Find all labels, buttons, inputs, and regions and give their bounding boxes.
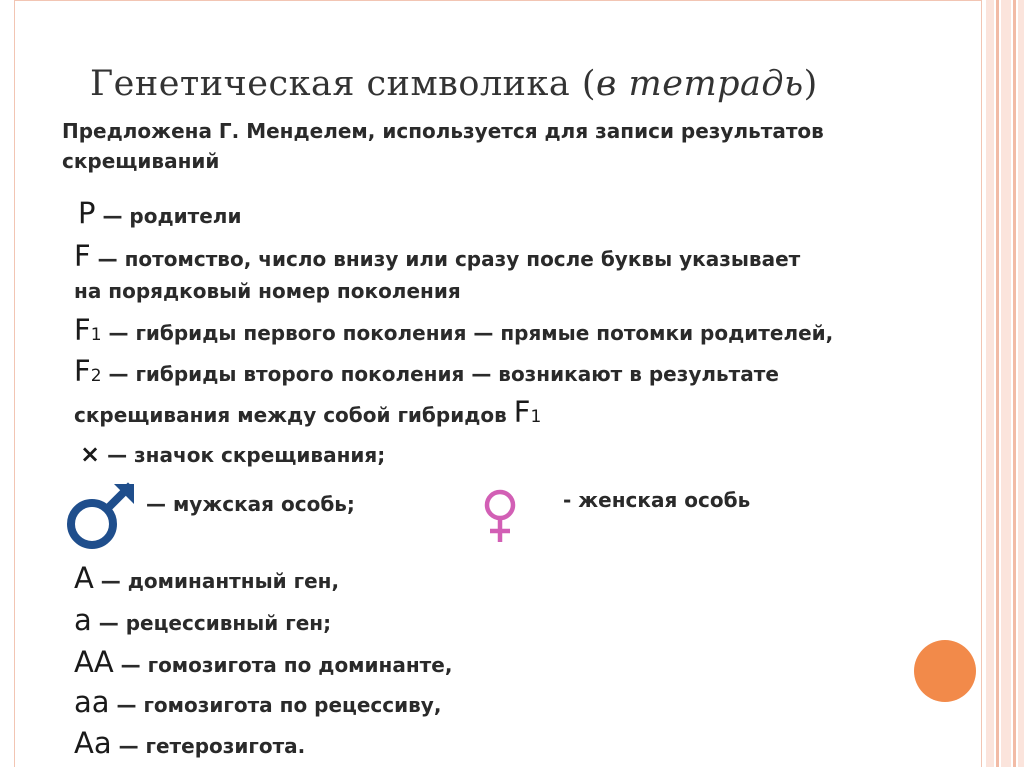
line-parents (78, 197, 241, 232)
stripe (986, 0, 994, 767)
text-dominant: — доминантный ген, (93, 569, 340, 593)
line-f1 (74, 314, 833, 351)
symbol-a-dominant: А (74, 561, 94, 595)
line-hetero (74, 727, 305, 762)
line-female (563, 484, 750, 516)
text-homo-dominant: — гомозигота по доминанте, (113, 653, 453, 677)
text-offspring-cont: на порядковый номер поколения (74, 279, 461, 303)
symbol-aa-recessive: аа (74, 685, 110, 719)
male-symbol-icon (64, 480, 144, 552)
text-male: — мужская особь; (146, 492, 355, 516)
stripe (1013, 0, 1016, 767)
stripe (1018, 0, 1024, 767)
line-offspring-cont (74, 275, 461, 307)
slide-title (90, 64, 818, 104)
text-offspring: — потомство, число внизу или сразу после буквы указывает (90, 247, 801, 271)
slide-subtitle: Предложена Г. Менделем, используется для записи результатов скрещиваний (62, 119, 824, 173)
line-male (146, 488, 355, 520)
line-dominant (74, 562, 339, 597)
line-f2 (74, 355, 779, 392)
symbol-f2: F (74, 354, 91, 388)
text-homo-recessive: — гомозигота по рецессиву, (109, 693, 442, 717)
symbol-cross: × (80, 440, 101, 468)
text-f1: — гибриды первого поколения — прямые потомки родителей, (101, 321, 834, 345)
symbol-f2-sub: 2 (90, 366, 102, 386)
line-recessive (74, 604, 331, 639)
title-main: Генетическая символика ( (90, 64, 597, 104)
title-note: в тетрадь (596, 64, 804, 104)
line-homo-recessive (74, 686, 441, 721)
text-hetero: — гетерозигота. (111, 734, 306, 758)
line-cross (80, 438, 385, 471)
text-parents: — родители (95, 204, 242, 228)
symbol-f1: F (74, 313, 91, 347)
text-f2: — гибриды второго поколения — возникают в результате (101, 362, 779, 386)
symbol-f: F (74, 239, 91, 273)
symbol-f1-inline: F (513, 395, 531, 429)
symbol-f1-inline-sub: 1 (530, 407, 542, 427)
line-homo-dominant (74, 646, 452, 681)
text-cross: — значок скрещивания; (100, 443, 386, 467)
symbol-aa-hetero: Аа (74, 726, 112, 760)
line-offspring (74, 240, 800, 275)
stripe (996, 0, 999, 767)
orange-circle-icon (914, 640, 976, 702)
symbol-p: Р (78, 196, 96, 230)
line-f2-cont (74, 396, 541, 433)
text-female: - женская особь (563, 488, 751, 512)
symbol-a-recessive: а (74, 603, 92, 637)
decor-stripes (986, 0, 1024, 767)
female-symbol-icon (480, 488, 520, 544)
symbol-aa-dominant: АА (74, 645, 114, 679)
symbol-f1-sub: 1 (90, 325, 102, 345)
text-recessive: — рецессивный ген; (91, 611, 332, 635)
stripe (1001, 0, 1011, 767)
text-f2-cont: скрещивания между собой гибридов (74, 403, 514, 427)
title-close: ) (803, 64, 818, 104)
